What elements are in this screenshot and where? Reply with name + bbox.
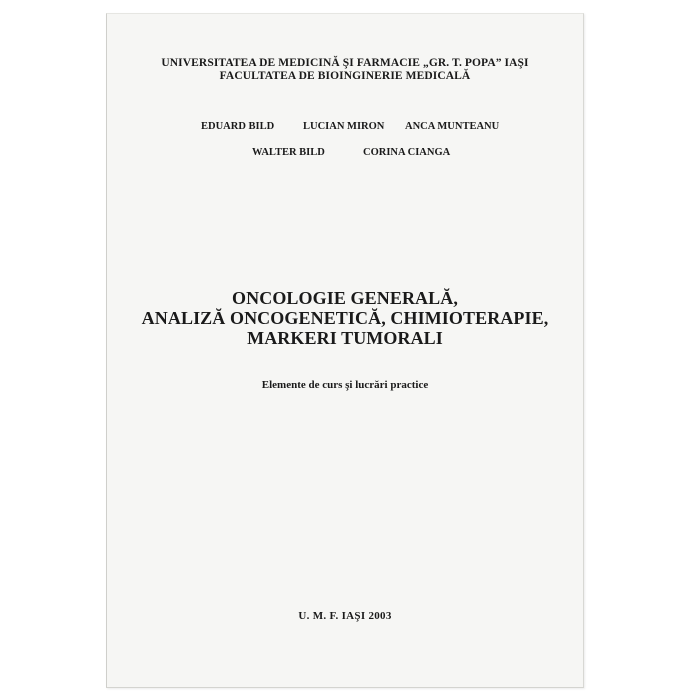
title-line-3: MARKERI TUMORALI [247,328,443,348]
author-name: WALTER BILD [252,147,325,158]
author-name: ANCA MUNTEANU [405,121,500,132]
institution-line-2: FACULTATEA DE BIOINGINERIE MEDICALĂ [219,70,471,82]
author-name: CORINA CIANGA [363,147,451,158]
title-line-2: ANALIZĂ ONCOGENETICĂ, CHIMIOTERAPIE, [141,308,549,328]
authors-row-1 [107,121,583,135]
title-line-1: ONCOLOGIE GENERALĂ, [232,288,458,308]
authors-row-2 [107,147,583,161]
book-cover [106,13,584,688]
author-name: LUCIAN MIRON [303,121,385,132]
institution-line-1: UNIVERSITATEA DE MEDICINĂ ŞI FARMACIE „GR. T. POPA” IAŞI [161,57,529,69]
subtitle: Elemente de curs şi lucrări practice [261,379,429,391]
publisher-line: U. M. F. IAŞI 2003 [298,610,392,622]
author-name: EDUARD BILD [201,121,275,132]
